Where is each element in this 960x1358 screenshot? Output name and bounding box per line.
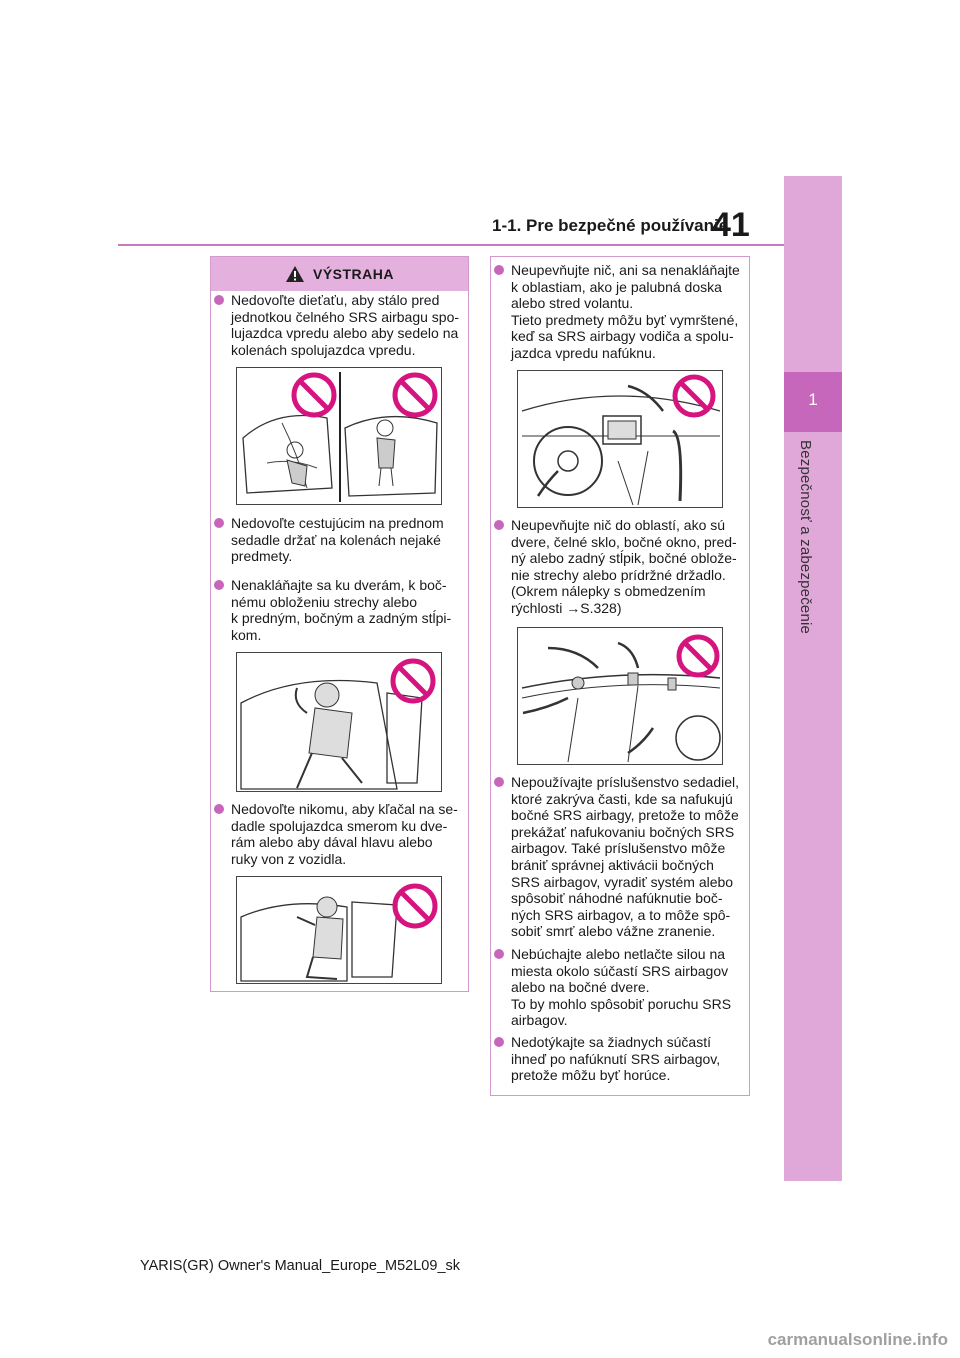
- header-divider: [118, 244, 784, 246]
- paragraph: [214, 515, 466, 565]
- bullet-icon: [214, 804, 224, 814]
- paragraph-text: Nebúchajte alebo netlačte silou na miesta okolo súčastí SRS airbagov alebo na bočné dvere. To by mohlo spôsobiť poruchu SRS airbagov.: [511, 946, 732, 1029]
- bullet-icon: [494, 520, 504, 530]
- paragraph-text: Nepoužívajte príslušenstvo sedadiel, ktoré zakrýva časti, kde sa nafukujú bočné SRS airbagy, pretože to môže prekážať nafukovaniu bočných SRS airbagov. Také príslušenstvo môže brániť správnej aktivácii bočných SRS airbagov, vyradiť systém alebo spôsobiť náhodné nafúknutie boč- ných SRS airbagov, a to môže spô- sobiť smrť alebo vážne zranenie.: [511, 774, 740, 940]
- paragraph: [494, 517, 748, 617]
- paragraph: [494, 1034, 748, 1084]
- illustration-kneeling-on-seat: [236, 876, 442, 984]
- prohibition-icon: [395, 886, 435, 926]
- bullet-icon: [494, 265, 504, 275]
- footer: [0, 1258, 960, 1274]
- bullet-icon: [214, 518, 224, 528]
- paragraph: [494, 946, 748, 1029]
- warning-header: [211, 257, 468, 291]
- chapter-number: 1: [808, 390, 818, 409]
- footer-text: YARIS(GR) Owner's Manual_Europe_M52L09_sk: [139, 1258, 461, 1274]
- bullet-icon: [214, 580, 224, 590]
- warning-triangle-icon: [285, 265, 305, 283]
- bullet-icon: [494, 777, 504, 787]
- paragraph-text: Nedovoľte nikomu, aby kľačal na se- dadle spolujazdca smerom ku dve- rám alebo aby dával hlavu alebo ruky von z vozidla.: [231, 801, 458, 867]
- paragraph-text: Nenakláňajte sa ku dverám, k boč- nému obloženiu strechy alebo k predným, bočným a zadným stĺpi- kom.: [231, 577, 452, 643]
- chapter-side-tab: [784, 176, 842, 1181]
- paragraph: [494, 774, 748, 940]
- prohibition-icon: [679, 637, 717, 675]
- illustration-leaning-on-door: [236, 652, 442, 792]
- watermark: carmanualsonline.info: [767, 1330, 948, 1349]
- warning-title: VÝSTRAHA: [312, 266, 394, 282]
- bullet-icon: [494, 949, 504, 959]
- paragraph-text: Nedotýkajte sa žiadnych súčastí ihneď po nafúknutí SRS airbagov, pretože môžu byť horúce.: [511, 1034, 721, 1084]
- prohibition-icon: [393, 661, 433, 701]
- paragraph: [214, 292, 466, 358]
- paragraph-text: Neupevňujte nič, ani sa nenakláňajte k oblastiam, ako je palubná doska alebo stred volantu. Tieto predmety môžu byť vymrštené, keď sa SRS airbagy vodiča a spolu- jazdca vpredu nafúknu.: [511, 262, 740, 361]
- bullet-icon: [214, 295, 224, 305]
- paragraph: [214, 801, 466, 867]
- illustration-dashboard: [517, 370, 723, 508]
- chapter-name: Bezpečnosť a zabezpečenie: [797, 440, 814, 635]
- section-title: 1-1. Pre bezpečné používanie: [492, 216, 729, 235]
- paragraph: [494, 262, 748, 362]
- illustration-child-front-seat: [236, 367, 442, 505]
- prohibition-icon: [675, 377, 713, 415]
- paragraph-text: Nedovoľte dieťaťu, aby stálo pred jednotkou čelného SRS airbagu spo- lujazdca vpredu alebo aby sedelo na kolenách spolujazdca vpredu.: [231, 292, 460, 358]
- paragraph-text: Neupevňujte nič do oblastí, ako sú dvere, čelné sklo, bočné okno, pred- ný alebo zadný stĺpik, bočné obložе- nie strechy alebo prídržné držadlo. (Okrem nálepky s obmedzením rýchlosti →S.328): [511, 517, 737, 616]
- paragraph-text: Nedovoľte cestujúcim na prednom sedadle držať na kolenách nejaké predmety.: [231, 515, 444, 565]
- page-number: 41: [712, 206, 750, 244]
- illustration-pillars-and-doors: [517, 627, 723, 765]
- prohibition-icon: [294, 375, 334, 415]
- paragraph: [214, 577, 466, 643]
- bullet-icon: [494, 1037, 504, 1047]
